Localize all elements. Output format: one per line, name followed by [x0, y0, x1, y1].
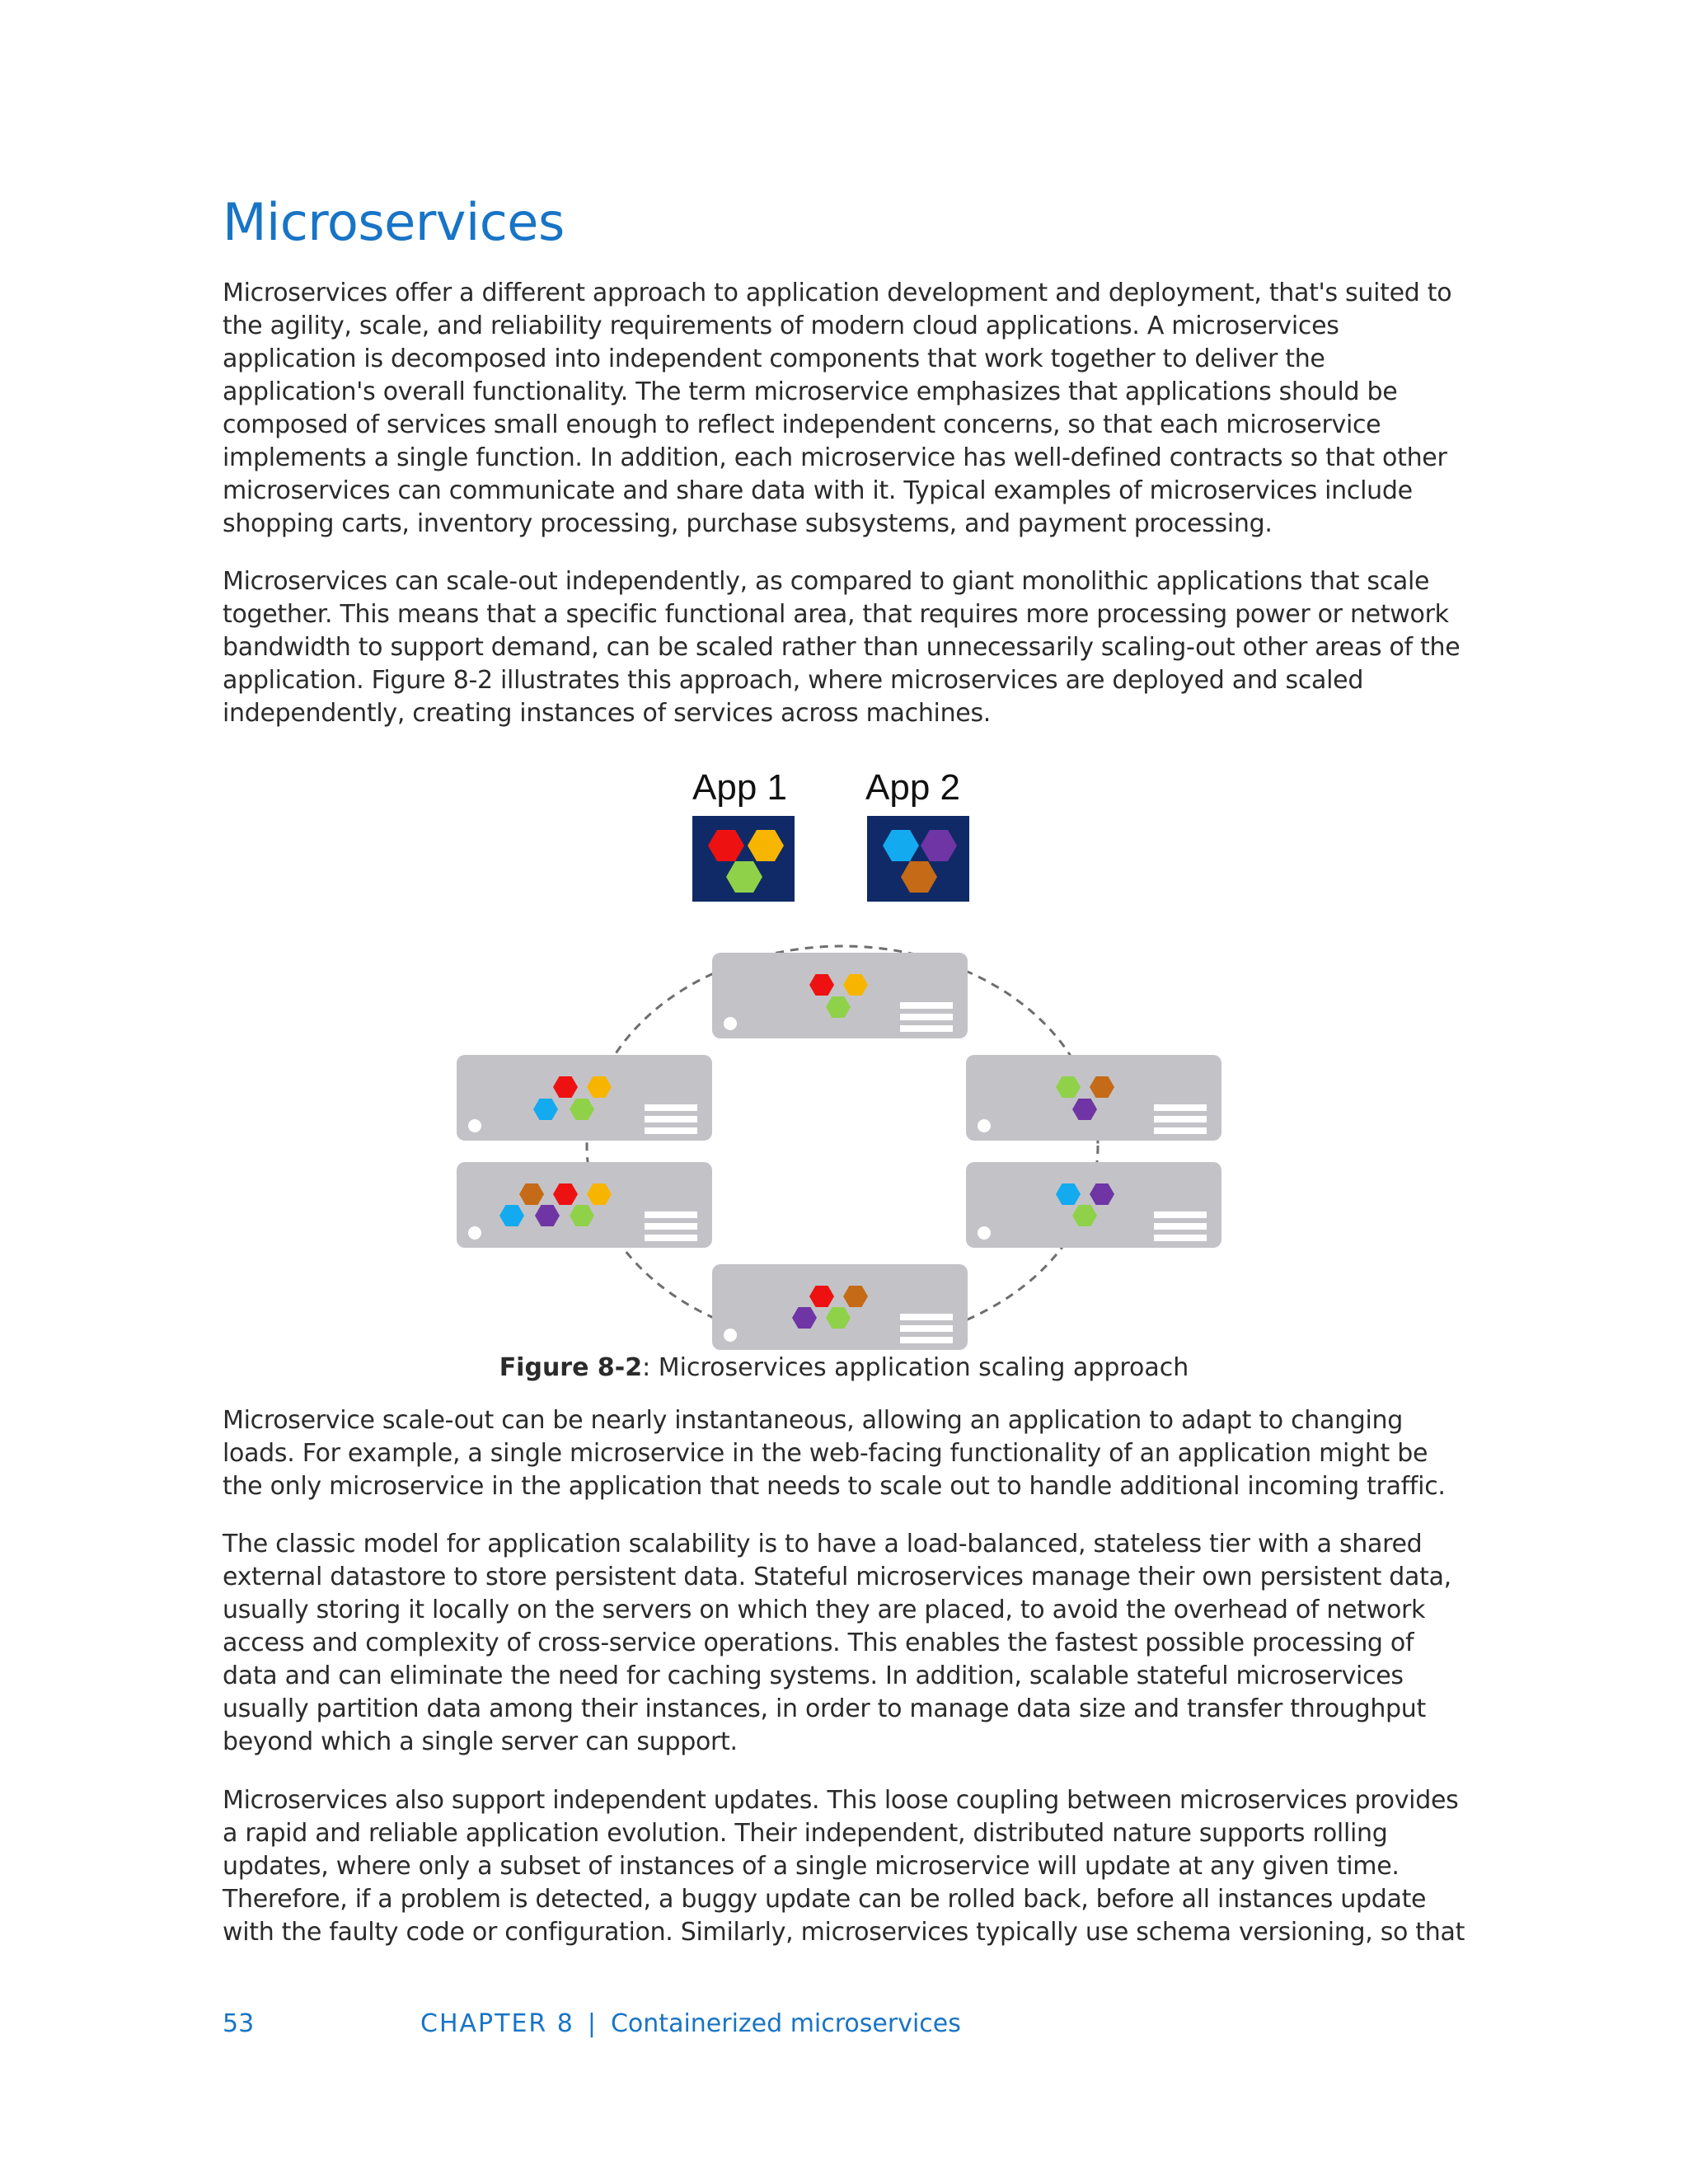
- app1-box: [692, 816, 795, 902]
- body-paragraph: The classic model for application scalability is to have a load-balanced, stateless tier with a shared external datastore to store persistent data. Stateful microservices manage their own persistent data, usually storing it locally on the servers on which they are placed, to avoid the overhead of network access and complexity of cross-service operations. This enables the fastest possible processing of data and can eliminate the need for caching systems. In addition, scalable stateful microservices usually partition data among their instances, in order to manage data size and transfer throughput beyond which a single server can support.: [223, 1530, 1451, 1756]
- body-paragraph: Microservices also support independent updates. This loose coupling between microservices provides a rapid and reliable application evolution. Their independent, distributed nature supports rolling updates, where only a subset of instances of a single microservice will update at any given time. Therefore, if a problem is detected, a buggy update can be rolled back, before all instances update with the faulty code or configuration. Similarly, microservices typically use schema versioning, so that: [223, 1786, 1465, 1947]
- server-lower-right: [966, 1162, 1221, 1248]
- server-upper-left: [457, 1055, 712, 1141]
- microservices-scaling-diagram: [429, 750, 1253, 1360]
- server-upper-right: [966, 1055, 1221, 1141]
- app1-label: App 1: [692, 767, 787, 808]
- figure-caption-text: : Microservices application scaling approach: [642, 1353, 1189, 1382]
- page-title: Microservices: [223, 192, 565, 252]
- chapter-label: CHAPTER 8: [420, 2009, 574, 2038]
- page-number: 53: [223, 2009, 255, 2038]
- figure-caption-label: Figure 8-2: [499, 1353, 643, 1382]
- server-lower-left: [457, 1162, 712, 1248]
- body-paragraph: Microservices offer a different approach to application development and deployment, that's suited to the agility, scale, and reliability requirements of modern cloud applications. A microservices application is decomposed into independent components that work together to deliver the application's overall functionality. The term microservice emphasizes that applications should be composed of services small enough to reflect independent concerns, so that each microservice implements a single function. In addition, each microservice has well-defined contracts so that other microservices can communicate and share data with it. Typical examples of microservices include shopping carts, inventory processing, purchase subsystems, and payment processing.: [223, 279, 1452, 538]
- chapter-separator: |: [587, 2009, 598, 2038]
- server-top: [712, 953, 968, 1038]
- app2-label: App 2: [865, 767, 960, 808]
- server-bottom: [712, 1264, 968, 1350]
- figure-8-2-diagram: [429, 750, 1253, 1360]
- chapter-title: Containerized microservices: [610, 2009, 961, 2038]
- app2-box: [867, 816, 969, 902]
- figure-caption: [0, 1352, 1688, 1385]
- body-paragraph: Microservice scale-out can be nearly instantaneous, allowing an application to adapt to changing loads. For example, a single microservice in the web-facing functionality of an application might be the only microservice in the application that needs to scale out to handle additional incoming traffic.: [223, 1406, 1446, 1501]
- body-paragraph: Microservices can scale-out independently, as compared to giant monolithic applications that scale together. This means that a specific functional area, that requires more processing power or network bandwidth to support demand, can be scaled rather than unnecessarily scaling-out other areas of the application. Figure 8-2 illustrates this approach, where microservices are deployed and scaled independently, creating instances of services across machines.: [223, 567, 1461, 728]
- chapter-footer: [420, 2008, 961, 2041]
